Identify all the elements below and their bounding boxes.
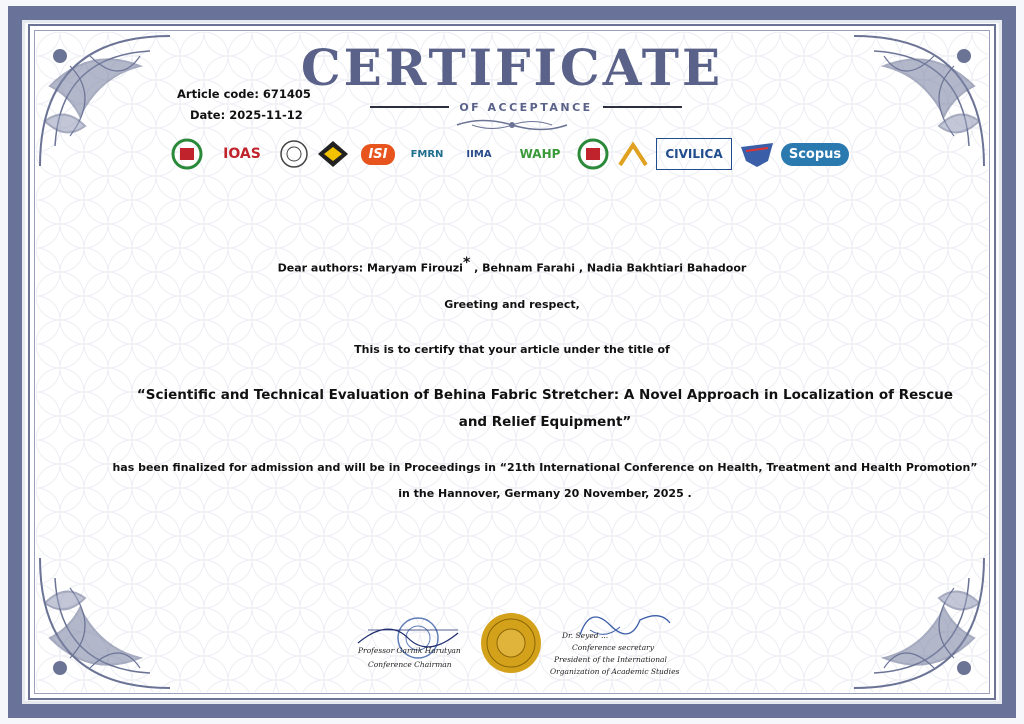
authors-prefix: Dear authors: Maryam Firouzi	[277, 261, 463, 275]
authors-line	[0, 255, 1024, 275]
flourish-ornament	[452, 116, 572, 134]
signature-right-title: President of the International	[554, 655, 667, 664]
logo-wahp: WAHP	[519, 147, 561, 161]
greeting: Greeting and respect,	[444, 298, 580, 311]
certificate-date: Date: 2025-11-12	[190, 108, 303, 122]
logo-isi-text: ISI	[361, 144, 394, 165]
article-title: “Scientific and Technical Evaluation of Behina Fabric Stretcher: A Novel Approach in Localization of Rescue and Relief Equipment”	[136, 387, 954, 430]
signature-right-org: Organization of Academic Studies	[550, 667, 680, 676]
signature-right-name: Dr. Seyed ...	[562, 631, 609, 640]
logo-isi	[356, 138, 400, 170]
signature-right-role: Conference secretary	[572, 643, 654, 652]
logo-emblem-2	[278, 138, 310, 170]
logo-fmrn: FMRN	[410, 148, 444, 160]
subtitle-rule-right	[603, 106, 682, 108]
logo-iima: IIMA	[466, 148, 492, 160]
logo-ioas: IOAS	[223, 146, 261, 162]
logo-row	[168, 136, 858, 172]
subtitle-rule-left	[370, 106, 449, 108]
signature-left-name: Professor Garnik Harutyan	[358, 646, 461, 655]
logo-civilica: CIVILICA	[656, 138, 732, 170]
gold-seal	[480, 612, 542, 674]
logo-shield	[737, 138, 777, 170]
logo-emblem-5	[615, 138, 651, 170]
signature-left	[348, 608, 478, 678]
logo-emblem-3	[315, 138, 351, 170]
authors-rest: , Behnam Farahi , Nadia Bakhtiari Bahadoor	[470, 261, 747, 275]
logo-scopus	[782, 138, 848, 170]
signature-left-role: Conference Chairman	[368, 660, 452, 669]
certificate-title: CERTIFICATE	[300, 38, 724, 97]
corner-ornament-bottom-left	[30, 548, 180, 698]
logo-emblem-1	[168, 138, 206, 170]
article-code: Article code: 671405	[177, 87, 311, 101]
logo-scopus-text: Scopus	[781, 143, 849, 166]
certificate-subtitle: OF ACCEPTANCE	[459, 100, 593, 114]
corner-ornament-bottom-right	[844, 548, 994, 698]
authors-star: *	[462, 255, 471, 271]
signature-right	[550, 605, 685, 680]
finalized-statement: has been finalized for admission and will be in Proceedings in “21th International Conference on Health, Treatment and Health Promotion” in the Hannover, Germany 20 November, 2025 .	[112, 461, 978, 500]
certify-line: This is to certify that your article under the title of	[354, 343, 670, 356]
subtitle-row	[370, 97, 682, 117]
logo-emblem-4	[576, 138, 610, 170]
